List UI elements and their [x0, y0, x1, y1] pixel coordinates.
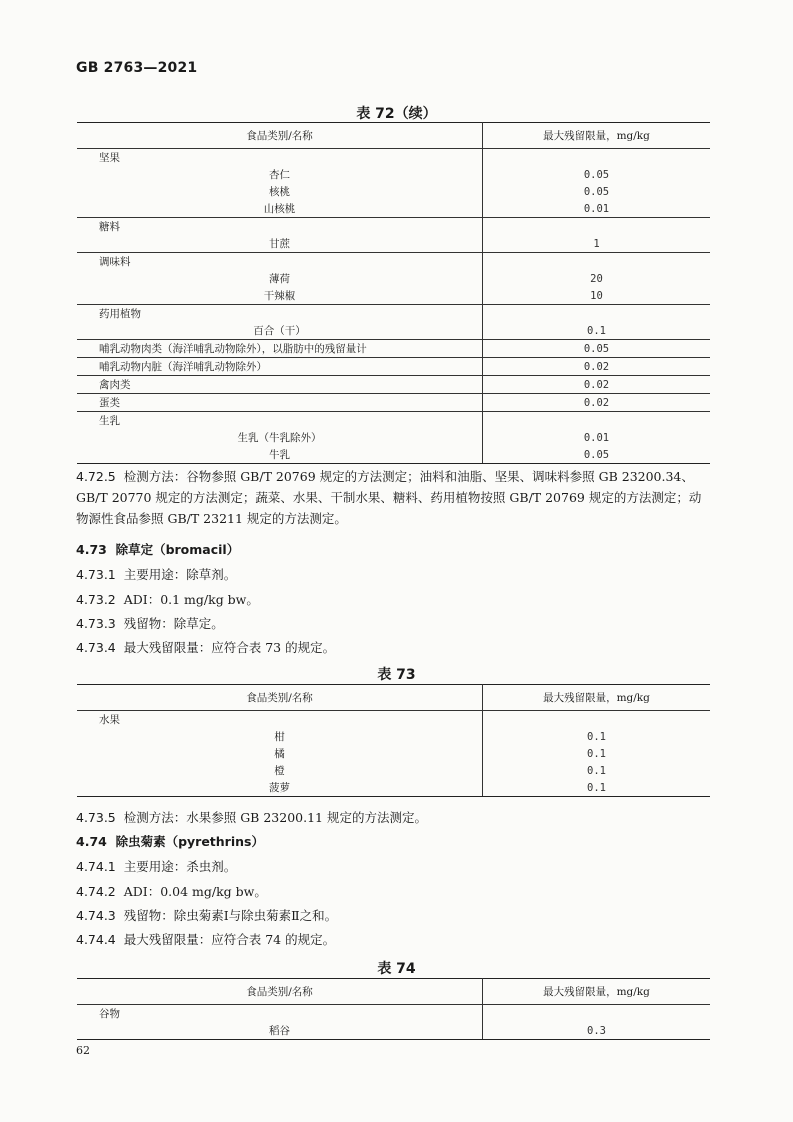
food-category-cell: 水果 [77, 711, 483, 729]
section-4-73-2 [76, 589, 710, 610]
table-74 [77, 978, 710, 1040]
food-name-cell: 薄荷 [77, 270, 483, 287]
section-4-74-1 [76, 856, 710, 877]
food-category-cell: 药用植物 [77, 305, 483, 323]
table-74-caption: 表 74 [377, 961, 416, 977]
food-name-cell: 杏仁 [77, 166, 483, 183]
mrl-value-cell: 10 [590, 289, 603, 302]
food-name-cell: 生乳（牛乳除外） [77, 429, 483, 446]
food-name-cell: 橙 [77, 762, 483, 779]
section-4-73-3 [76, 613, 710, 634]
food-category-cell: 调味料 [77, 253, 483, 271]
section-4-73-heading [76, 539, 710, 560]
section-number: 4.74 [76, 834, 107, 849]
mrl-value-cell: 0.05 [583, 168, 610, 181]
table-row [77, 412, 710, 430]
mrl-value-cell: 0.1 [587, 764, 606, 777]
mrl-value-cell: 0.01 [583, 202, 610, 215]
table-row [77, 235, 710, 253]
section-number: 4.73.4 [76, 640, 116, 655]
mrl-value-cell: 0.05 [483, 340, 711, 358]
mrl-value-cell [483, 412, 711, 430]
table-row [77, 322, 710, 340]
mrl-value-cell [483, 1005, 711, 1023]
mrl-value-cell [483, 711, 711, 729]
table-row [77, 745, 710, 762]
food-name-cell: 核桃 [77, 183, 483, 200]
mrl-value-cell: 0.01 [583, 431, 610, 444]
mrl-value-cell: 0.02 [483, 358, 711, 376]
table-row [77, 305, 710, 323]
food-name-cell: 干辣椒 [77, 287, 483, 305]
section-number: 4.73.5 [76, 810, 116, 825]
section-4-74-heading [76, 831, 710, 852]
food-category-cell: 坚果 [77, 149, 483, 167]
table-row [77, 762, 710, 779]
table-row [77, 376, 710, 394]
table-72 [77, 122, 710, 464]
mrl-value-cell [483, 305, 711, 323]
table-row [77, 200, 710, 218]
section-4-74-3 [76, 905, 710, 926]
section-number: 4.73.3 [76, 616, 116, 631]
food-category-cell: 哺乳动物内脏（海洋哺乳动物除外） [77, 358, 483, 376]
section-text: 检测方法：水果参照 GB 23200.11 规定的方法测定。 [123, 810, 427, 825]
food-category-cell: 生乳 [77, 412, 483, 430]
table-73 [77, 684, 710, 797]
food-category-cell: 糖料 [77, 218, 483, 236]
section-title: 除草定（bromacil） [115, 542, 240, 557]
section-number: 4.73.1 [76, 567, 116, 582]
page-number: 62 [76, 1044, 90, 1057]
food-name-cell: 菠萝 [77, 779, 483, 797]
mrl-value-cell [483, 253, 711, 271]
mrl-value-cell: 0.1 [587, 730, 606, 743]
table-row [77, 270, 710, 287]
mrl-value-cell: 20 [590, 272, 603, 285]
table-row [77, 1022, 710, 1040]
mrl-value-cell: 0.1 [587, 324, 606, 337]
section-number: 4.73 [76, 542, 107, 557]
table-row [77, 429, 710, 446]
section-text: 最大残留限量：应符合表 74 的规定。 [123, 932, 336, 947]
table-row [77, 394, 710, 412]
mrl-value-cell: 0.05 [483, 446, 711, 464]
table-row [77, 183, 710, 200]
mrl-value-cell: 0.3 [483, 1022, 711, 1040]
mrl-value-cell: 0.02 [483, 376, 711, 394]
table-row [77, 149, 710, 167]
table-row [77, 287, 710, 305]
section-number: 4.74.3 [76, 908, 116, 923]
section-text: ADI：0.04 mg/kg bw。 [123, 884, 267, 899]
section-number: 4.74.4 [76, 932, 116, 947]
table-74-col-limit-header: 最大残留限量，mg/kg [483, 979, 711, 1005]
table-row [77, 446, 710, 464]
food-name-cell: 稻谷 [77, 1022, 483, 1040]
food-category-cell: 禽肉类 [77, 376, 483, 394]
section-text: 残留物：除虫菊素Ⅰ与除虫菊素Ⅱ之和。 [123, 908, 338, 923]
section-text: 残留物：除草定。 [123, 616, 224, 631]
table-row [77, 728, 710, 745]
section-number: 4.72.5 [76, 469, 116, 484]
table-row [77, 253, 710, 271]
table-row [77, 1005, 710, 1023]
table-72-col-name-header: 食品类别/名称 [77, 123, 483, 149]
section-title: 除虫菊素（pyrethrins） [115, 834, 264, 849]
section-4-73-4 [76, 637, 710, 658]
section-text: 检测方法：谷物参照 GB/T 20769 规定的方法测定；油料和油脂、坚果、调味料参照 GB 23200.34、GB/T 20770 规定的方法测定；蔬菜、水果、干制水果、糖料、药用植物按照 GB/T 20769 规定的方法测定；动物源性食品参照 GB/T 23211 规定的方法测定。 [76, 469, 702, 526]
table-73-col-name-header: 食品类别/名称 [77, 685, 483, 711]
table-row [77, 166, 710, 183]
food-category-cell: 哺乳动物肉类（海洋哺乳动物除外），以脂肪中的残留量计 [77, 340, 483, 358]
mrl-value-cell [483, 218, 711, 236]
mrl-value-cell: 1 [593, 237, 600, 250]
food-name-cell: 牛乳 [77, 446, 483, 464]
food-name-cell: 甘蔗 [77, 235, 483, 253]
section-number: 4.74.1 [76, 859, 116, 874]
section-4-74-4 [76, 929, 710, 950]
table-row [77, 711, 710, 729]
table-72-caption: 表 72（续） [356, 106, 437, 122]
mrl-value-cell: 0.1 [587, 747, 606, 760]
mrl-value-cell: 0.02 [483, 394, 711, 412]
table-row [77, 218, 710, 236]
table-row [77, 779, 710, 797]
section-number: 4.74.2 [76, 884, 116, 899]
section-text: 主要用途：杀虫剂。 [123, 859, 237, 874]
section-4-73-1 [76, 564, 710, 585]
mrl-value-cell: 0.1 [483, 779, 711, 797]
table-73-caption: 表 73 [377, 667, 416, 683]
table-row [77, 358, 710, 376]
mrl-value-cell: 0.05 [583, 185, 610, 198]
table-74-col-name-header: 食品类别/名称 [77, 979, 483, 1005]
section-text: 主要用途：除草剂。 [123, 567, 237, 582]
standard-code: GB 2763—2021 [76, 60, 198, 76]
section-number: 4.73.2 [76, 592, 116, 607]
food-name-cell: 柑 [77, 728, 483, 745]
table-72-col-limit-header: 最大残留限量，mg/kg [483, 123, 711, 149]
food-category-cell: 谷物 [77, 1005, 483, 1023]
section-4-74-2 [76, 881, 710, 902]
food-name-cell: 橘 [77, 745, 483, 762]
table-row [77, 340, 710, 358]
section-4-73-5 [76, 807, 710, 828]
section-4-72-5 [76, 466, 710, 529]
food-name-cell: 百合（干） [77, 322, 483, 340]
table-73-col-limit-header: 最大残留限量，mg/kg [483, 685, 711, 711]
section-text: 最大残留限量：应符合表 73 的规定。 [123, 640, 336, 655]
food-category-cell: 蛋类 [77, 394, 483, 412]
mrl-value-cell [483, 149, 711, 167]
food-name-cell: 山核桃 [77, 200, 483, 218]
section-text: ADI：0.1 mg/kg bw。 [123, 592, 259, 607]
